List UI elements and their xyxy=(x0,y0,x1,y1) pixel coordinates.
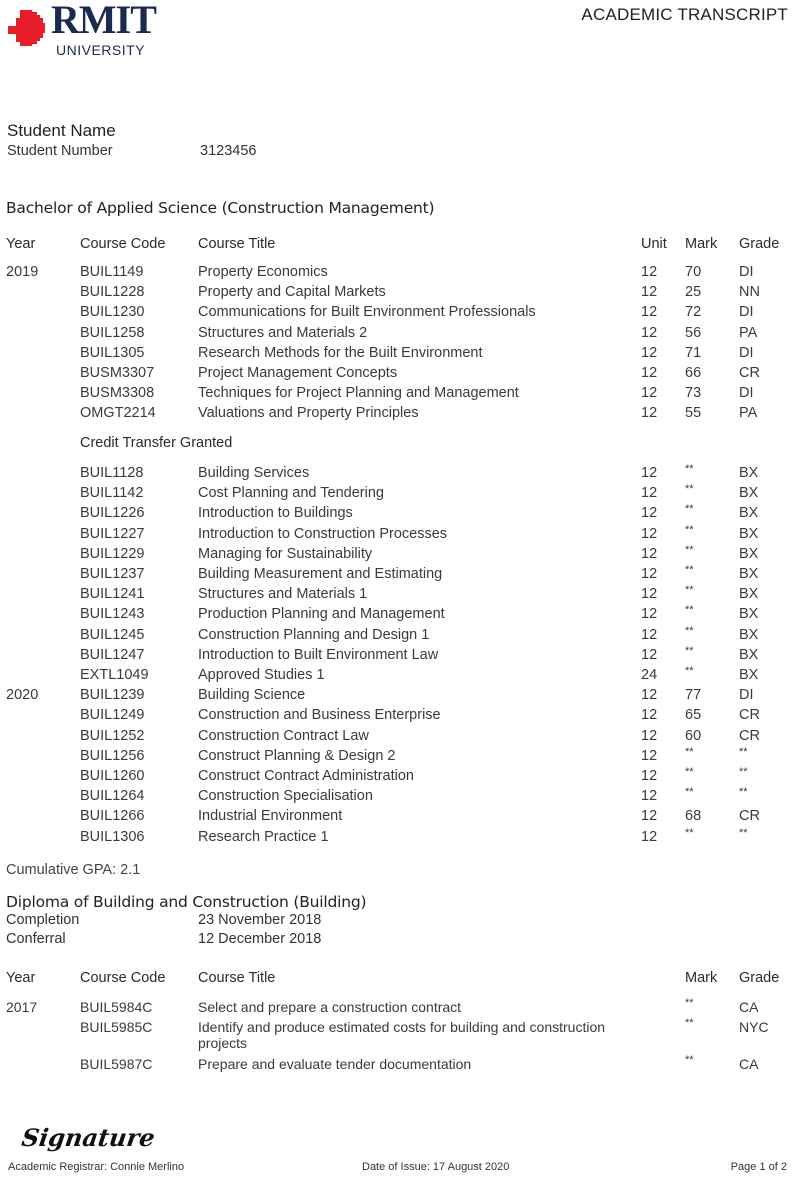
cell-code: BUIL1241 xyxy=(80,586,145,603)
cell-grade: BX xyxy=(739,505,759,522)
cell-mark: ** xyxy=(685,564,694,576)
cell-unit: 12 xyxy=(641,385,658,402)
cell-grade: CA xyxy=(739,999,759,1015)
table-row xyxy=(0,624,800,647)
cell-title: Project Management Concepts xyxy=(198,365,398,381)
col-year: Year xyxy=(6,236,36,252)
cell-code: BUIL1227 xyxy=(80,525,145,542)
cell-mark: 73 xyxy=(685,385,702,402)
table-row xyxy=(0,405,800,425)
cell-title: Building Science xyxy=(198,687,306,704)
cell-code: BUIL5984C xyxy=(80,999,153,1015)
cell-code: BUIL1149 xyxy=(80,264,144,280)
cell-code: BUIL1243 xyxy=(80,606,145,623)
cell-unit: 12 xyxy=(641,405,658,422)
cell-grade: CR xyxy=(739,365,760,381)
cell-grade: CR xyxy=(739,727,760,744)
cell-grade: ** xyxy=(739,786,748,799)
cell-mark: ** xyxy=(685,604,694,617)
cell-unit: 12 xyxy=(641,626,658,643)
cell-code: BUIL1305 xyxy=(80,344,145,361)
cell-unit: 12 xyxy=(641,545,658,562)
table-row xyxy=(0,385,800,405)
cell-title: Construction and Business Enterprise xyxy=(198,707,441,724)
registrar: Academic Registrar: Connie Merlino xyxy=(8,1161,185,1173)
cell-code: BUIL1252 xyxy=(80,727,145,744)
cell-grade: DI xyxy=(739,687,754,704)
cell-grade: ** xyxy=(739,766,748,778)
cell-mark: ** xyxy=(685,665,694,677)
cell-grade: CR xyxy=(739,808,760,825)
cell-grade: ** xyxy=(739,826,748,839)
cell-mark: ** xyxy=(685,503,694,516)
cell-mark: ** xyxy=(685,766,694,778)
logo-subtext: UNIVERSITY xyxy=(56,42,146,58)
signature: Signature xyxy=(19,1123,157,1152)
cell-unit: 12 xyxy=(641,707,658,724)
cell-grade: DI xyxy=(739,304,754,321)
cumulative-gpa: Cumulative GPA: 2.1 xyxy=(6,862,141,878)
table-row xyxy=(0,523,800,546)
col-title: Course Title xyxy=(198,970,276,986)
cell-title: Property and Capital Markets xyxy=(198,284,386,301)
cell-title: Building Services xyxy=(198,465,310,481)
completion-label: Completion xyxy=(6,912,80,928)
cell-unit: 12 xyxy=(641,344,658,361)
cell-code: BUIL1266 xyxy=(80,808,145,825)
cell-code: BUSM3307 xyxy=(80,365,155,381)
student-number-label: Student Number xyxy=(7,143,113,159)
cell-code: BUIL1306 xyxy=(80,828,145,845)
table-row xyxy=(0,644,800,667)
cell-unit: 12 xyxy=(641,687,658,704)
table-row xyxy=(0,304,800,324)
cell-title: Approved Studies 1 xyxy=(198,667,325,683)
cell-code: BUIL1264 xyxy=(80,788,145,805)
cell-unit: 12 xyxy=(641,525,658,542)
cell-grade: BX xyxy=(739,626,759,643)
col-grade: Grade xyxy=(739,970,780,986)
cell-grade: BX xyxy=(739,485,759,502)
cell-title: Industrial Environment xyxy=(198,808,343,825)
cell-unit: 12 xyxy=(641,586,658,603)
cell-grade: ** xyxy=(739,745,748,758)
cell-grade: BX xyxy=(739,586,759,603)
cell-mark: ** xyxy=(685,826,694,839)
cell-title: Valuations and Property Principles xyxy=(198,405,419,422)
cell-mark: ** xyxy=(685,1054,694,1066)
cell-mark: 68 xyxy=(685,808,702,825)
cell-mark: ** xyxy=(685,624,694,637)
cell-title: Production Planning and Management xyxy=(198,606,445,623)
program-title: Bachelor of Applied Science (Construction Management) xyxy=(6,199,435,217)
cell-grade: PA xyxy=(739,324,758,341)
student-name: Student Name xyxy=(7,121,116,140)
cell-grade: DI xyxy=(739,385,754,402)
col-code: Course Code xyxy=(80,236,166,252)
logo-text: RMIT xyxy=(51,0,156,42)
cell-grade: BX xyxy=(739,566,759,582)
table-row xyxy=(0,687,800,707)
cell-grade: CA xyxy=(739,1056,759,1072)
cell-unit: 12 xyxy=(641,324,658,341)
cell-title: Construction Contract Law xyxy=(198,727,369,744)
table-row xyxy=(0,707,800,727)
cell-grade: PA xyxy=(739,405,758,422)
cell-unit: 12 xyxy=(641,768,658,784)
cell-code: BUIL1245 xyxy=(80,626,145,643)
cell-grade: NYC xyxy=(739,1019,769,1035)
cell-title: Structures and Materials 2 xyxy=(198,324,368,341)
cell-code: BUIL1247 xyxy=(80,646,145,663)
cell-title: Select and prepare a construction contract xyxy=(198,999,462,1015)
cell-mark: ** xyxy=(685,644,694,657)
cell-grade: BX xyxy=(739,525,759,542)
table-row xyxy=(0,284,800,304)
cell-title: Construct Planning & Design 2 xyxy=(198,747,396,764)
cell-mark: 66 xyxy=(685,365,702,381)
conferral-label: Conferral xyxy=(6,931,66,947)
cell-unit: 12 xyxy=(641,606,658,623)
cell-title: Cost Planning and Tendering xyxy=(198,485,384,502)
cell-mark: ** xyxy=(685,745,694,758)
cell-code: BUIL5985C xyxy=(80,1019,153,1035)
cell-mark: 65 xyxy=(685,707,702,724)
cell-code: EXTL1049 xyxy=(80,667,149,683)
col-grade: Grade xyxy=(739,236,780,252)
cell-code: OMGT2214 xyxy=(80,405,156,422)
cell-unit: 12 xyxy=(641,365,658,381)
cell-code: BUIL1256 xyxy=(80,747,145,764)
table-row xyxy=(0,788,800,808)
cell-code: BUIL1230 xyxy=(80,304,145,321)
table-row xyxy=(0,485,800,505)
cell-unit: 12 xyxy=(641,284,658,301)
col-title: Course Title xyxy=(198,236,276,252)
cell-title: Techniques for Project Planning and Management xyxy=(198,385,519,402)
cell-code: BUIL1226 xyxy=(80,505,145,522)
cell-mark: ** xyxy=(685,786,694,799)
table-row xyxy=(0,264,800,284)
document-title: ACADEMIC TRANSCRIPT xyxy=(581,5,788,24)
table-row xyxy=(0,325,800,345)
col-year: Year xyxy=(6,970,36,986)
cell-grade: BX xyxy=(739,465,759,481)
student-number-value: 3123456 xyxy=(200,143,257,159)
cell-mark: ** xyxy=(685,997,694,1009)
cell-grade: CR xyxy=(739,707,760,724)
table-row xyxy=(0,543,800,566)
cell-grade: BX xyxy=(739,646,759,663)
table-row xyxy=(0,826,800,849)
rmit-logo xyxy=(6,0,156,58)
conferral-value: 12 December 2018 xyxy=(198,931,322,947)
cell-title: Research Methods for the Built Environment xyxy=(198,344,483,361)
cell-unit: 12 xyxy=(641,727,658,744)
program-title: Diploma of Building and Construction (Building) xyxy=(6,893,367,911)
cell-mark: ** xyxy=(685,584,694,597)
cell-title: Property Economics xyxy=(198,264,328,280)
table-row xyxy=(0,768,800,788)
table-header xyxy=(0,970,800,990)
cell-code: BUIL1128 xyxy=(80,465,144,481)
cell-code: BUIL1142 xyxy=(80,485,144,502)
cell-unit: 24 xyxy=(641,667,658,683)
cell-unit: 12 xyxy=(641,304,658,321)
cell-unit: 12 xyxy=(641,788,658,805)
col-unit: Unit xyxy=(641,236,667,252)
cell-title: Construction Planning and Design 1 xyxy=(198,626,430,643)
date-of-issue: Date of Issue: 17 August 2020 xyxy=(362,1161,510,1173)
cell-grade: BX xyxy=(739,545,759,562)
table-row xyxy=(0,566,800,586)
cell-code: BUIL1229 xyxy=(80,545,145,562)
cell-title: Introduction to Buildings xyxy=(198,505,353,522)
cell-year: 2017 xyxy=(6,999,38,1015)
cell-title: Construct Contract Administration xyxy=(198,768,414,784)
cell-unit: 12 xyxy=(641,264,658,280)
cell-title: Prepare and evaluate tender documentation xyxy=(198,1056,472,1072)
cell-unit: 12 xyxy=(641,485,658,502)
cell-grade: BX xyxy=(739,606,759,623)
cell-mark: 72 xyxy=(685,304,702,321)
table-row xyxy=(0,345,800,365)
cell-mark: 77 xyxy=(685,687,702,704)
page-number: Page 1 of 2 xyxy=(730,1161,787,1173)
cell-mark: ** xyxy=(685,523,694,536)
table-row xyxy=(0,365,800,385)
cell-unit: 12 xyxy=(641,505,658,522)
cell-mark: ** xyxy=(685,543,694,556)
cell-unit: 12 xyxy=(641,828,658,845)
cell-year: 2019 xyxy=(6,264,39,280)
table-row xyxy=(0,505,800,525)
cell-title: Research Practice 1 xyxy=(198,828,329,845)
cell-unit: 12 xyxy=(641,747,658,764)
cell-mark: ** xyxy=(685,483,694,496)
table-row xyxy=(0,465,800,485)
cell-grade: DI xyxy=(739,264,754,280)
rmit-pixel-icon xyxy=(6,8,50,48)
cell-code: BUIL1237 xyxy=(80,566,145,582)
cell-title: Managing for Sustainability xyxy=(198,545,373,562)
cell-title: Construction Specialisation xyxy=(198,788,373,805)
cell-mark: 25 xyxy=(685,284,702,301)
cell-code: BUIL1260 xyxy=(80,768,145,784)
cell-code: BUIL1249 xyxy=(80,707,145,724)
col-code: Course Code xyxy=(80,970,166,986)
cell-unit: 12 xyxy=(641,808,658,825)
completion-value: 23 November 2018 xyxy=(198,912,322,928)
table-row xyxy=(0,808,800,828)
credit-transfer-heading: Credit Transfer Granted xyxy=(80,435,233,451)
cell-code: BUIL1258 xyxy=(80,324,145,341)
cell-code: BUIL1239 xyxy=(80,687,145,704)
cell-grade: NN xyxy=(739,284,760,301)
cell-code: BUSM3308 xyxy=(80,385,155,402)
table-row xyxy=(0,667,800,687)
cell-grade: DI xyxy=(739,344,754,361)
cell-code: BUIL5987C xyxy=(80,1056,153,1072)
cell-title: Introduction to Construction Processes xyxy=(198,525,448,542)
cell-mark: ** xyxy=(685,1017,694,1029)
table-header xyxy=(0,236,800,256)
cell-mark: 71 xyxy=(685,344,702,361)
col-mark: Mark xyxy=(685,970,718,986)
cell-title: Identify and produce estimated costs for building and construction projects xyxy=(198,1019,606,1051)
cell-unit: 12 xyxy=(641,566,658,582)
cell-mark: ** xyxy=(685,463,694,475)
cell-unit: 12 xyxy=(641,646,658,663)
cell-mark: 60 xyxy=(685,727,702,744)
cell-year: 2020 xyxy=(6,687,39,704)
cell-mark: 56 xyxy=(685,324,702,341)
table-row xyxy=(0,586,800,606)
cell-unit: 12 xyxy=(641,465,658,481)
table-row xyxy=(0,606,800,626)
cell-title: Introduction to Built Environment Law xyxy=(198,646,439,663)
cell-title: Structures and Materials 1 xyxy=(198,586,368,603)
cell-mark: 70 xyxy=(685,264,702,280)
cell-title: Communications for Built Environment Professionals xyxy=(198,304,536,321)
cell-grade: BX xyxy=(739,667,759,683)
cell-code: BUIL1228 xyxy=(80,284,145,301)
cell-mark: 55 xyxy=(685,405,702,422)
table-row xyxy=(0,745,800,768)
table-row xyxy=(0,728,800,748)
col-mark: Mark xyxy=(685,236,718,252)
cell-title: Building Measurement and Estimating xyxy=(198,566,443,582)
